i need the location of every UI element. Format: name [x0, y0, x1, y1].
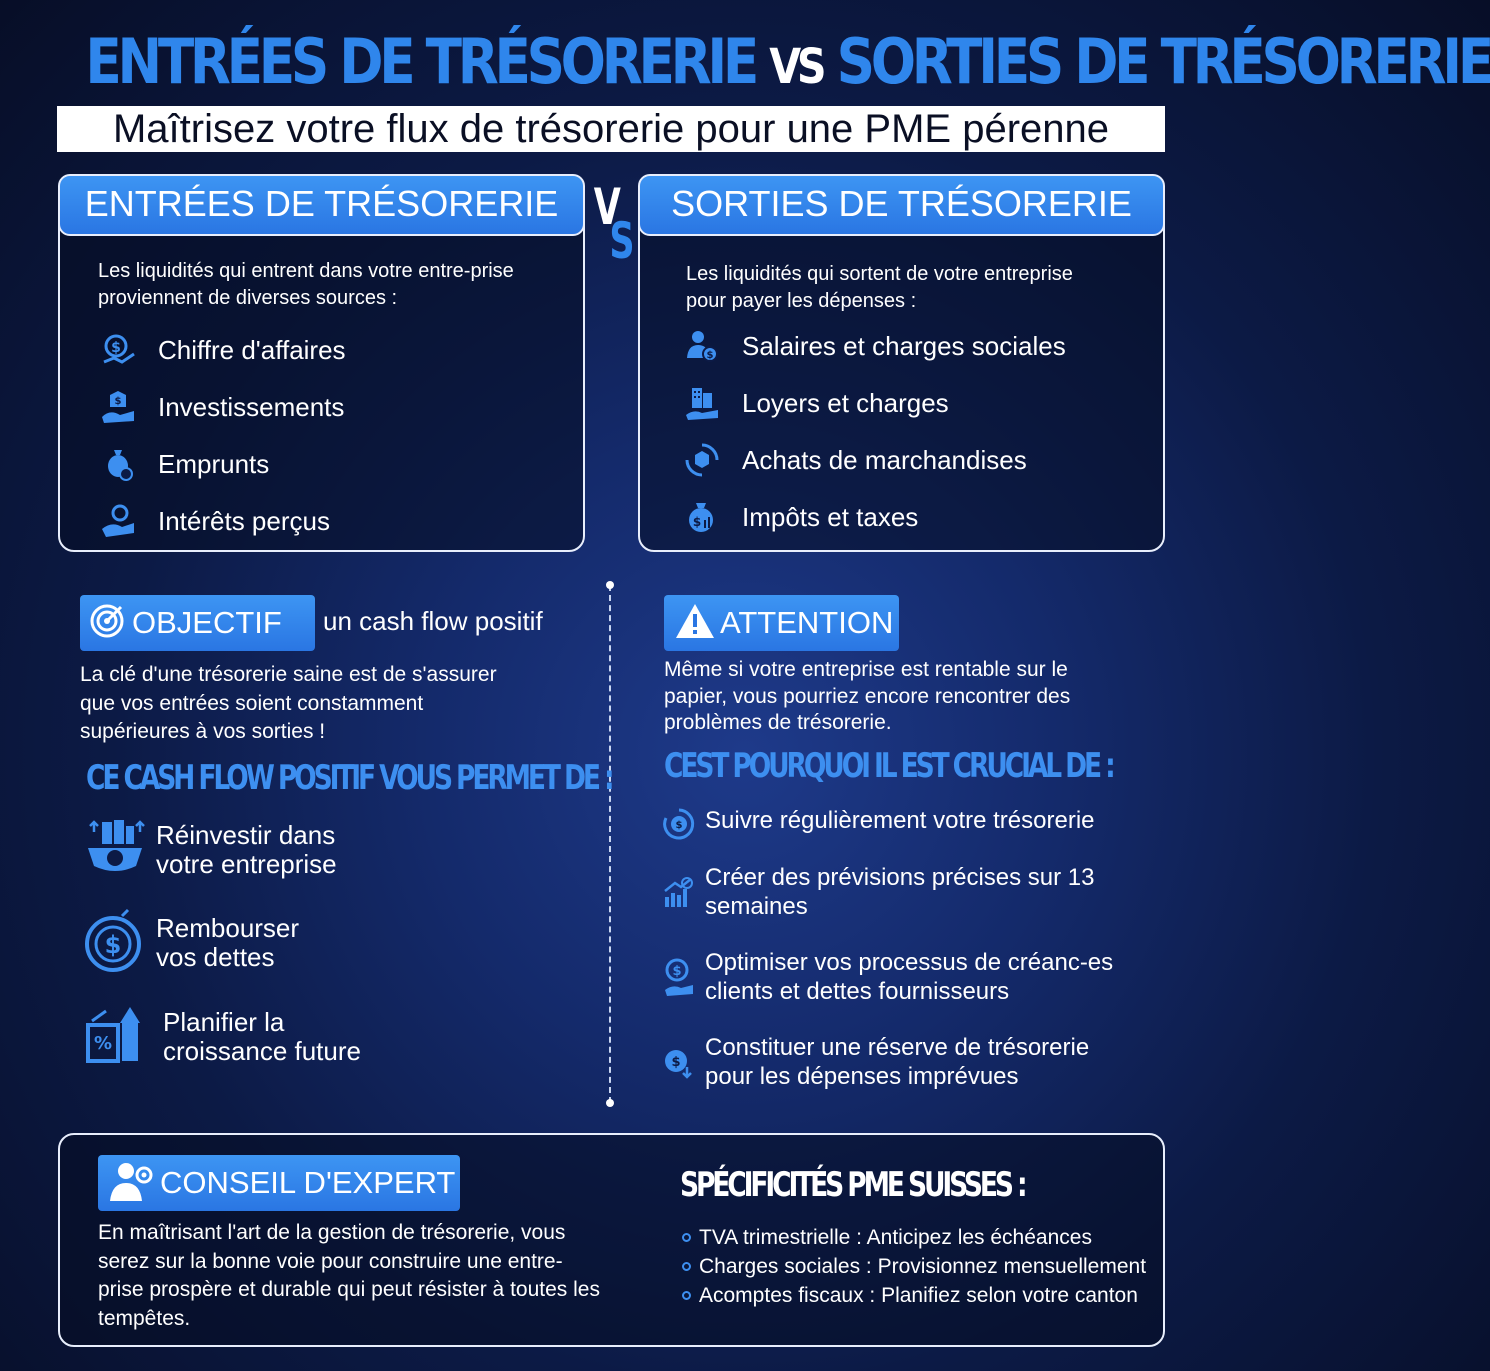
- objective-badge-label: OBJECTIF: [132, 605, 282, 640]
- crucial-label: Optimiser vos processus de créanc-es clients et dettes fournisseurs: [705, 949, 1114, 1005]
- divider-dot-bottom: [606, 1099, 614, 1107]
- vs-mark-v: V: [593, 178, 621, 236]
- crucial-item: [663, 806, 1133, 845]
- list-item: [682, 1223, 1146, 1252]
- svg-text:$: $: [114, 396, 122, 407]
- monitor-icon: [663, 806, 697, 845]
- benefit-item: [84, 908, 299, 977]
- inflows-list: [96, 330, 346, 541]
- reserve-icon: [663, 1033, 697, 1084]
- expert-icon: [106, 1159, 156, 1208]
- list-item: [96, 387, 346, 427]
- interest-icon: [96, 501, 140, 541]
- svg-text:$: $: [104, 931, 122, 959]
- list-item-label: Emprunts: [158, 448, 270, 479]
- list-item: [96, 444, 346, 484]
- list-item-label: Investissements: [158, 391, 345, 422]
- outflows-description: Les liquidités qui sortent de votre entreprise pour payer les dépenses :: [686, 263, 1073, 312]
- benefit-line2: vos dettes: [156, 941, 275, 972]
- expert-badge-label: CONSEIL D'EXPERT: [160, 1165, 456, 1200]
- center-divider: [609, 585, 611, 1103]
- list-item: [680, 440, 1066, 480]
- vs-mark: [588, 178, 636, 268]
- svg-text:$: $: [692, 515, 702, 529]
- swiss-item-label: Acomptes fiscaux : Planifiez selon votre canton: [699, 1284, 1138, 1307]
- objective-description: La clé d'une trésorerie saine est de s'assurer que vos entrées soient constamment supérieures à vos sorties !: [80, 663, 497, 743]
- list-item: [680, 326, 1066, 366]
- crucial-label: Constituer une réserve de trésorerie pour les dépenses imprévues: [705, 1034, 1090, 1090]
- inflows-header: ENTRÉES DE TRÉSORERIE: [58, 174, 585, 236]
- bullet-icon: [682, 1291, 691, 1300]
- purchase-icon: [680, 440, 724, 480]
- outflows-list: [680, 326, 1066, 537]
- divider-dot-top: [606, 581, 614, 589]
- list-item: [96, 501, 346, 541]
- optimize-icon: [663, 948, 697, 1003]
- swiss-list: [682, 1223, 1146, 1310]
- inflows-description: Les liquidités qui entrent dans votre entre-prise proviennent de diverses sources :: [98, 260, 514, 309]
- swiss-item-label: Charges sociales : Provisionnez mensuellement: [699, 1255, 1147, 1278]
- outflows-panel: [638, 174, 1165, 552]
- benefit-label: [163, 1008, 361, 1066]
- svg-text:$: $: [675, 820, 683, 831]
- list-item-label: Loyers et charges: [742, 387, 949, 418]
- inflows-panel: [58, 174, 585, 552]
- list-item-label: Chiffre d'affaires: [158, 334, 346, 365]
- expert-badge: [98, 1155, 460, 1211]
- benefit-line1: Réinvestir dans: [156, 819, 336, 850]
- swiss-heading: SPÉCIFICITÉS PME SUISSES :: [680, 1165, 1025, 1205]
- subtitle: Maîtrisez votre flux de trésorerie pour une PME pérenne: [57, 106, 1165, 152]
- investment-icon: [96, 387, 140, 427]
- list-item-label: Intérêts perçus: [158, 505, 330, 536]
- crucial-label: Suivre régulièrement votre trésorerie: [705, 807, 1095, 834]
- svg-text:$: $: [111, 340, 121, 356]
- title-outflows: SORTIES DE TRÉSORERIE: [836, 25, 1490, 98]
- crucial-item: [663, 863, 1133, 921]
- crucial-label: Créer des prévisions précises sur 13 semaines: [705, 864, 1095, 920]
- list-item: [682, 1281, 1146, 1310]
- tax-icon: [680, 497, 724, 537]
- list-item: [680, 383, 1066, 423]
- growth-icon: [84, 1003, 163, 1070]
- revenue-icon: [96, 330, 140, 370]
- svg-text:%: %: [93, 1033, 113, 1054]
- main-title: [85, 22, 1490, 107]
- rent-icon: [680, 383, 724, 423]
- benefit-label: [156, 821, 337, 879]
- svg-text:$: $: [706, 350, 714, 361]
- warning-icon: [674, 602, 716, 645]
- benefit-line1: Rembourser: [156, 912, 300, 943]
- svg-text:$: $: [671, 1055, 681, 1070]
- loan-icon: [96, 444, 140, 484]
- attention-badge: [664, 595, 899, 651]
- list-item: [96, 330, 346, 370]
- bullet-icon: [682, 1262, 691, 1271]
- list-item-label: Impôts et taxes: [742, 501, 919, 532]
- vs-mark-s: S: [609, 212, 635, 270]
- benefit-line2: votre entreprise: [156, 848, 337, 879]
- benefit-line2: croissance future: [163, 1035, 361, 1066]
- list-item-label: Salaires et charges sociales: [742, 330, 1066, 361]
- swiss-item-label: TVA trimestrielle : Anticipez les échéances: [699, 1226, 1092, 1249]
- objective-tagline: un cash flow positif: [323, 606, 543, 636]
- attention-description: Même si votre entreprise est rentable sur le papier, vous pourriez encore rencontrer des problèmes de trésorerie.: [664, 658, 1071, 734]
- outflows-header: SORTIES DE TRÉSORERIE: [638, 174, 1165, 236]
- list-item-label: Achats de marchandises: [742, 444, 1027, 475]
- list-item: [680, 497, 1066, 537]
- attention-badge-label: ATTENTION: [720, 605, 894, 640]
- list-item: [682, 1252, 1146, 1281]
- benefit-item: [84, 1003, 361, 1070]
- benefit-line1: Planifier la: [163, 1006, 285, 1037]
- svg-text:$: $: [672, 964, 682, 979]
- crucial-item: [663, 1033, 1133, 1091]
- objective-badge: [80, 595, 315, 651]
- benefit-item: [84, 818, 337, 881]
- crucial-heading: CEST POURQUOI IL EST CRUCIAL DE :: [664, 746, 1113, 786]
- crucial-item: [663, 948, 1133, 1006]
- expert-panel: [58, 1133, 1165, 1347]
- bullet-icon: [682, 1233, 691, 1242]
- reinvest-icon: [84, 818, 156, 881]
- expert-text: En maîtrisant l'art de la gestion de trésorerie, vous serez sur la bonne voie pour construire une entre-prise prospère et durable qui peut résister à toutes les tempêtes.: [98, 1221, 600, 1330]
- target-icon: [88, 602, 126, 645]
- forecast-icon: [663, 863, 697, 914]
- debt-icon: [84, 908, 156, 977]
- benefits-heading: CE CASH FLOW POSITIF VOUS PERMET DE :: [86, 758, 612, 798]
- salary-icon: [680, 326, 724, 366]
- benefit-label: [156, 914, 299, 972]
- title-inflows: ENTRÉES DE TRÉSORERIE: [85, 25, 756, 98]
- title-vs: VS: [769, 39, 823, 95]
